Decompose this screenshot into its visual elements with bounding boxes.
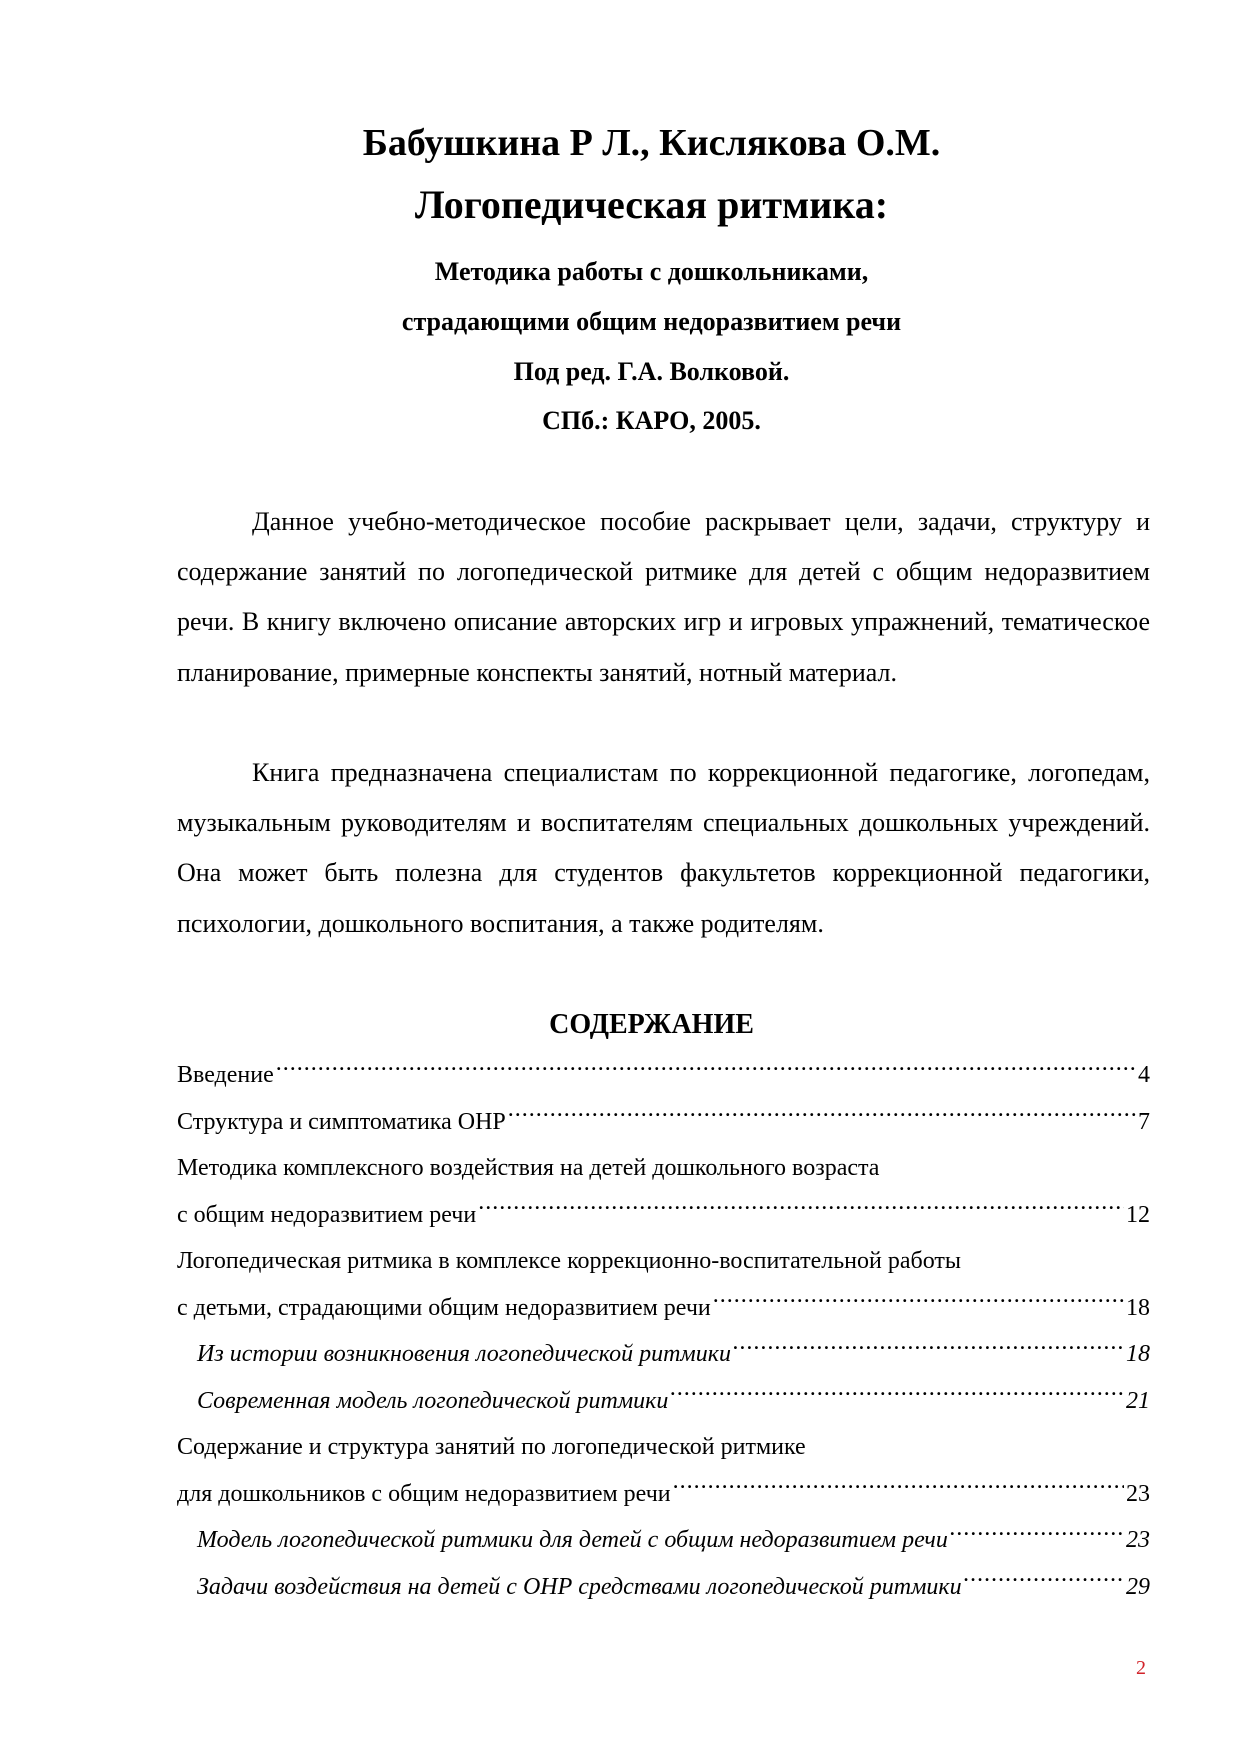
- subtitle-line-2: страдающими общим недоразвитием речи: [401, 307, 902, 336]
- annotation-paragraph-1: [177, 497, 1150, 698]
- toc-entry-page: 12: [1126, 1201, 1150, 1228]
- annotation-text: Данное учебно-методическое пособие раскрывает цели, задачи, структуру и содержание занятий по логопедической ритмике для детей с общим недоразвитием речи. В книгу включено описание авторских игр и игровых упражнений, тематическое планирование, примерные конспекты занятий, нотный материал.: [177, 507, 1150, 687]
- toc-leader-dots: [964, 1570, 1124, 1594]
- toc-entry-label: с общим недоразвитием речи: [177, 1201, 477, 1228]
- toc-entry-page: 18: [1126, 1294, 1150, 1321]
- subtitle-line-1: Методика работы с дошкольниками,: [434, 257, 869, 286]
- toc-subentry[interactable]: [177, 1331, 1150, 1378]
- annotation-paragraph-2: [177, 748, 1150, 949]
- annotation-text: Книга предназначена специалистам по коррекционной педагогике, логопедам, музыкальным руководителям и воспитателям специальных дошкольных учреждений. Она может быть полезна для студентов факультетов коррекционной педагогики, психологии, дошкольного воспитания, а также родителям.: [177, 758, 1150, 938]
- toc-leader-dots: [478, 1198, 1124, 1222]
- toc-entry-label: для дошкольников с общим недоразвитием речи: [177, 1480, 671, 1507]
- toc-heading: СОДЕРЖАНИЕ: [549, 1009, 754, 1040]
- toc-entry-label: с детьми, страдающими общим недоразвитием речи: [177, 1294, 711, 1321]
- book-title: Логопедическая ритмика:: [414, 182, 889, 227]
- toc-entry-label: Современная модель логопедической ритмики: [197, 1387, 669, 1414]
- toc-entry-label: Логопедическая ритмика в комплексе коррекционно-воспитательной работы: [177, 1248, 962, 1274]
- toc-entry-label: Содержание и структура занятий по логопедической ритмике: [177, 1434, 806, 1460]
- toc-entry[interactable]: [177, 1471, 1150, 1518]
- toc-entry-page: 18: [1126, 1341, 1150, 1367]
- toc-entry-label: Из истории возникновения логопедической ритмики: [197, 1341, 731, 1367]
- toc-entry-page: 4: [1138, 1062, 1150, 1088]
- editor-line: Под ред. Г.А. Волковой.: [513, 357, 790, 386]
- toc-entry-label: Задачи воздействия на детей с ОНР средствами логопедической ритмики: [197, 1573, 962, 1600]
- toc-leader-dots: [950, 1523, 1124, 1547]
- page-number: 2: [1136, 1657, 1146, 1679]
- toc-entry[interactable]: [177, 1192, 1150, 1239]
- toc-entry-label: Введение: [177, 1062, 274, 1088]
- toc-entry-continued[interactable]: [177, 1238, 1150, 1285]
- toc-subentry[interactable]: [177, 1517, 1150, 1564]
- toc-leader-dots: [508, 1105, 1136, 1129]
- toc-entry-label: Структура и симптоматика ОНР: [177, 1108, 506, 1135]
- toc-leader-dots: [673, 1477, 1124, 1501]
- toc-entry-page: 21: [1126, 1387, 1150, 1414]
- toc-entry-page: 23: [1126, 1527, 1150, 1553]
- toc-entry-continued[interactable]: [177, 1424, 1150, 1471]
- toc-entry[interactable]: [177, 1285, 1150, 1332]
- publisher-line: СПб.: КАРО, 2005.: [542, 406, 761, 435]
- toc-leader-dots: [733, 1337, 1124, 1361]
- toc-entry-label: Методика комплексного воздействия на детей дошкольного возраста: [177, 1155, 880, 1181]
- toc-subentry[interactable]: [177, 1564, 1150, 1611]
- toc-leader-dots: [670, 1384, 1124, 1408]
- table-of-contents: [177, 1052, 1150, 1610]
- toc-entry-page: 23: [1126, 1480, 1150, 1507]
- toc-leader-dots: [713, 1291, 1124, 1315]
- toc-entry[interactable]: [177, 1052, 1150, 1099]
- toc-entry[interactable]: [177, 1099, 1150, 1146]
- toc-entry-label: Модель логопедической ритмики для детей с общим недоразвитием речи: [197, 1527, 948, 1553]
- authors: Бабушкина Р Л., Кислякова О.М.: [362, 122, 941, 164]
- toc-subentry[interactable]: [177, 1378, 1150, 1425]
- toc-entry-page: 29: [1126, 1573, 1150, 1600]
- toc-entry-page: 7: [1138, 1108, 1150, 1135]
- toc-leader-dots: [276, 1058, 1136, 1082]
- toc-entry-continued[interactable]: [177, 1145, 1150, 1192]
